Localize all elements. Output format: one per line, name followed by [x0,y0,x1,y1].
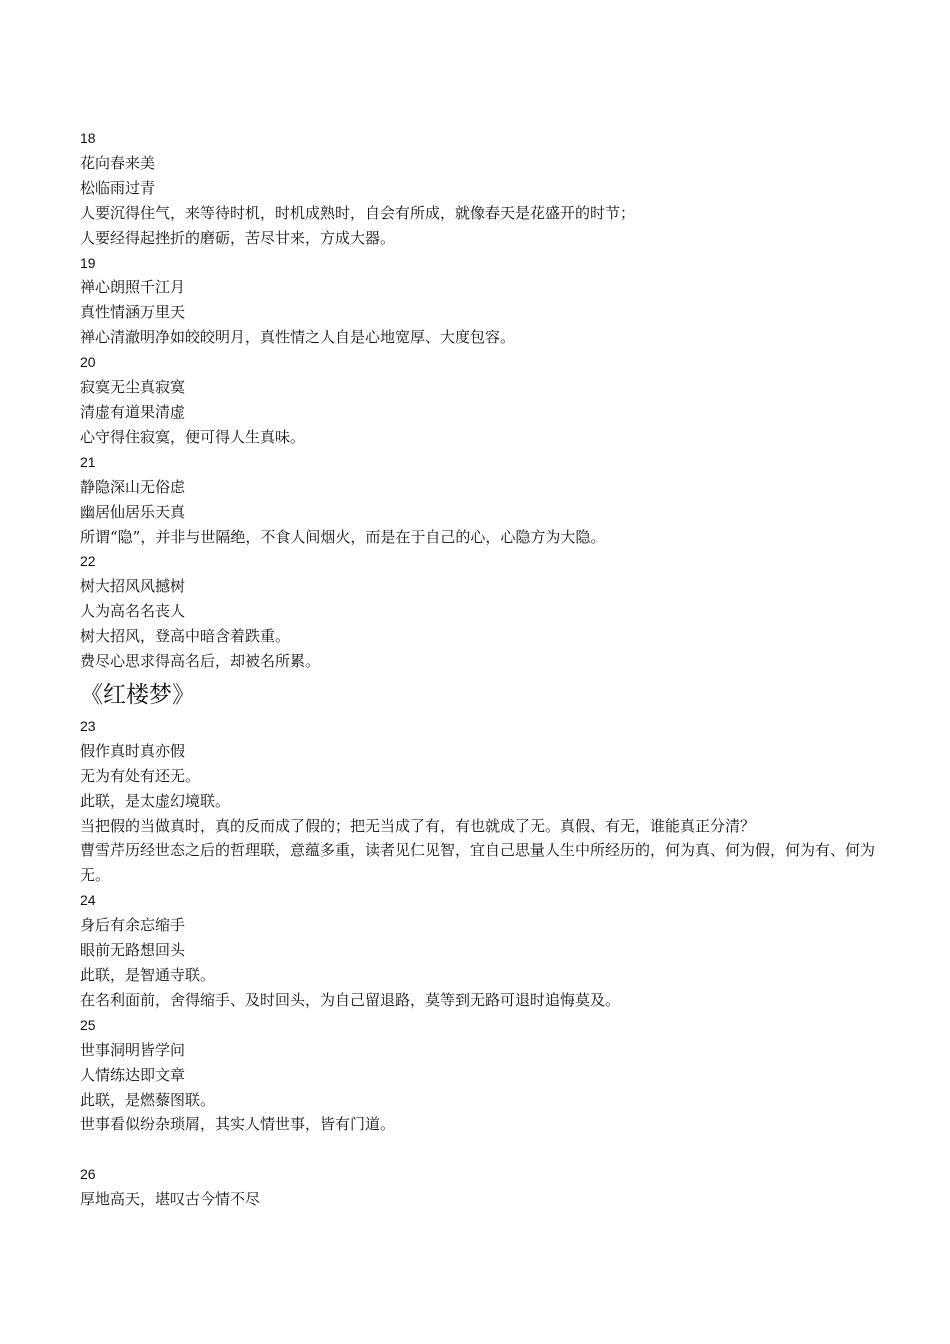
entry-line: 此联，是太虚幻境联。 [80,791,231,810]
entry-line: 无为有处有还无。 [80,766,201,785]
entry-number: 19 [80,254,96,271]
entry-line: 静隐深山无俗虑 [80,477,186,496]
entry-line: 此联，是燃藜图联。 [80,1090,216,1109]
entry-line: 此联，是智通寺联。 [80,966,216,984]
entry-line: 禅心朗照千江月 [80,278,186,297]
entries-part-3 [80,1162,890,1212]
entry-number: 18 [80,130,96,146]
entry-number: 20 [80,354,96,371]
entry-line: 人要沉得住气，来等待时机，时机成熟时，自会有所成，就像春天是花盛开的时节； [80,203,636,222]
blank-line [80,1137,890,1162]
entry-line: 所谓“隐”，并非与世隔绝，不食人间烟火，而是在于自己的心，心隐方为大隐。 [80,527,606,546]
entry-line: 心守得住寂寞，便可得人生真味。 [80,427,306,446]
entry-line: 人要经得起挫折的磨砺，苦尽甘来，方成大器。 [80,228,396,247]
entry-number: 25 [80,1016,96,1033]
entry-line: 身后有余忘缩手 [80,916,186,935]
entries-part-2 [80,714,890,1137]
entry-line: 假作真时真亦假 [80,741,186,760]
entry-number: 21 [80,453,96,470]
entry-line: 在名利面前，舍得缩手、及时回头，为自己留退路，莫等到无路可退时追悔莫及。 [80,990,621,1009]
entry-line: 眼前无路想回头 [80,941,186,960]
entry-line: 费尽心思求得高名后，却被名所累。 [80,652,321,671]
entry-line: 幽居仙居乐天真 [80,502,186,521]
entry-line: 世事看似纷杂琐屑，其实人情世事，皆有门道。 [80,1115,396,1134]
section-title: 《红楼梦》 [80,681,195,708]
entry-number: 24 [80,892,96,909]
entry-line: 松临雨过青 [80,178,156,197]
entry-number: 26 [80,1166,96,1183]
entry-line: 寂寞无尘真寂寞 [80,378,186,397]
document-body [80,126,890,1212]
entry-line: 树大招风，登高中暗含着跌重。 [80,627,291,646]
entry-line: 人为高名名丧人 [80,602,186,621]
entry-number: 23 [80,717,96,734]
entries-part-1 [80,126,890,674]
entry-line: 当把假的当做真时，真的反而成了假的；把无当成了有，有也就成了无。真假、有无，谁能真正分清？ [80,816,756,835]
entry-number: 22 [80,553,96,570]
entry-line: 树大招风风撼树 [80,577,186,596]
entry-line: 清虚有道果清虚 [80,402,186,421]
entry-paragraph: 曹雪芹历经世态之后的哲理联，意蕴多重，读者见仁见智，宜自己思量人生中所经历的，何为真、何为假，何为有、何为无。 [80,841,876,885]
entry-line: 花向春来美 [80,153,156,172]
entry-line: 厚地高天，堪叹古今情不尽 [80,1190,261,1209]
entry-line: 禅心清澈明净如皎皎明月，真性情之人自是心地宽厚、大度包容。 [80,328,516,347]
entry-line: 世事洞明皆学问 [80,1040,186,1059]
entry-line: 真性情涵万里天 [80,303,186,322]
entry-line: 人情练达即文章 [80,1065,186,1084]
